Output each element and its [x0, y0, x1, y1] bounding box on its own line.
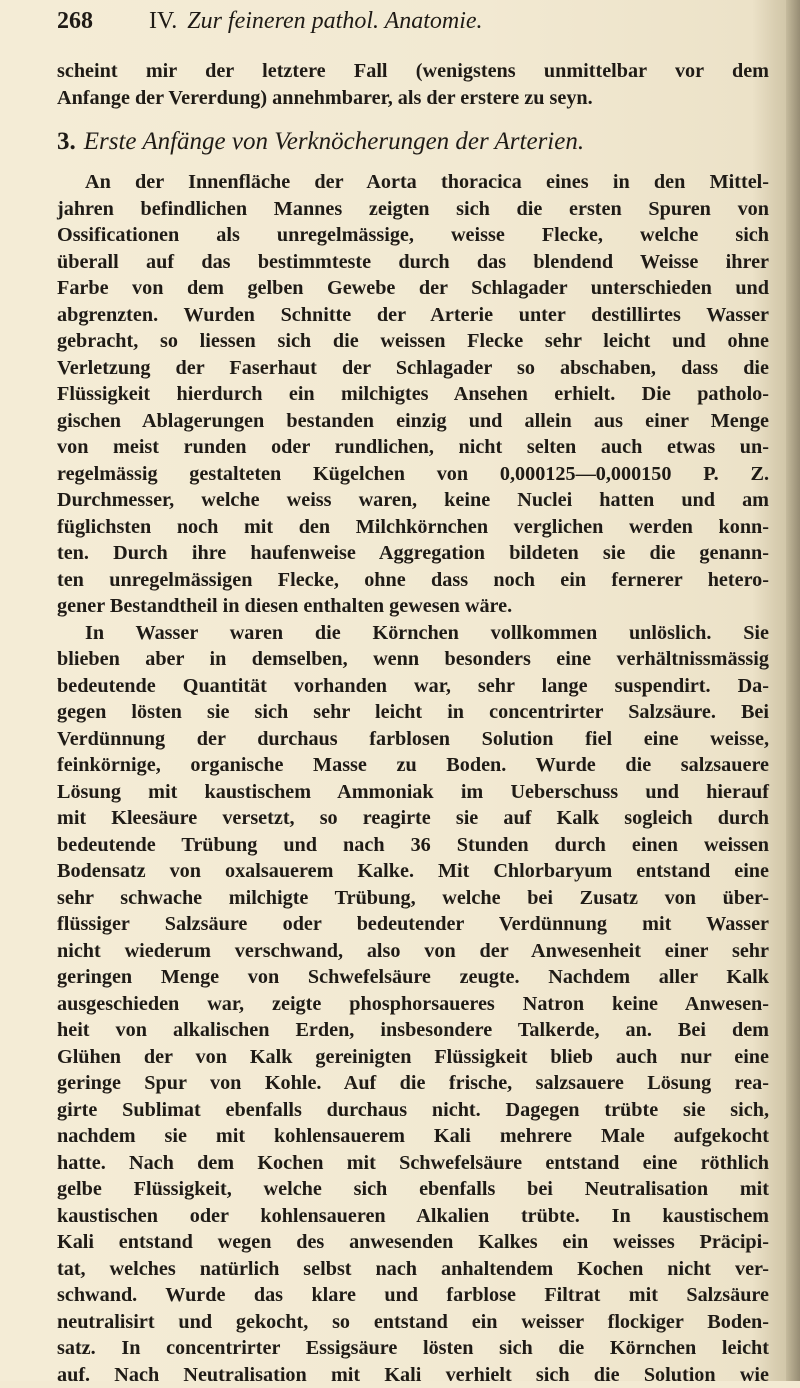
text-line: gener Bestandtheil in diesen enthalten gewesen wäre.: [57, 593, 769, 620]
text-line: In Wasser waren die Körnchen vollkommen unlöslich. Sie: [57, 620, 769, 647]
text-line: hatte. Nach dem Kochen mit Schwefelsäure entstand eine röthlich: [57, 1150, 769, 1177]
text-line: auf. Nach Neutralisation mit Kali verhielt sich die Solution wie: [57, 1362, 769, 1388]
text-line: ten. Durch ihre haufenweise Aggregation bildeten sie die genann-: [57, 540, 769, 567]
text-line: ten unregelmässigen Flecke, ohne dass noch ein fernerer hetero-: [57, 567, 769, 594]
text-line: satz. In concentrirter Essigsäure lösten sich die Körnchen leicht: [57, 1335, 769, 1362]
text-line: nicht wiederum verschwand, also von der Anwesenheit einer sehr: [57, 938, 769, 965]
text-line: bedeutende Trübung und nach 36 Stunden durch einen weissen: [57, 832, 769, 859]
chapter-number: IV.: [149, 8, 177, 34]
text-line: geringe Spur von Kohle. Auf die frische, salzsauere Lösung rea-: [57, 1070, 769, 1097]
text-line: Bodensatz von oxalsauerem Kalke. Mit Chlorbaryum entstand eine: [57, 858, 769, 885]
running-title-text: Zur feineren pathol. Anatomie.: [187, 8, 482, 34]
text-line: kaustischen oder kohlensaueren Alkalien trübte. In kaustischem: [57, 1203, 769, 1230]
text-line: mit Kleesäure versetzt, so reagirte sie auf Kalk sogleich durch: [57, 805, 769, 832]
text-line: regelmässig gestalteten Kügelchen von 0,000125—0,000150 P. Z.: [57, 461, 769, 488]
text-line: Kali entstand wegen des anwesenden Kalkes ein weisses Präcipi-: [57, 1229, 769, 1256]
text-line: bedeutende Quantität vorhanden war, sehr lange suspendirt. Da-: [57, 673, 769, 700]
text-line: gegen lösten sie sich sehr leicht in concentrirter Salzsäure. Bei: [57, 699, 769, 726]
text-line: Durchmesser, welche weiss waren, keine Nuclei hatten und am: [57, 487, 769, 514]
text-line: nachdem sie mit kohlensauerem Kali mehrere Male aufgekocht: [57, 1123, 769, 1150]
page-number: 268: [57, 8, 149, 35]
text-line: füglichsten noch mit den Milchkörnchen verglichen werden konn-: [57, 514, 769, 541]
running-title: [149, 8, 483, 35]
text-line: Anfange der Vererdung) annehmbarer, als der erstere zu seyn.: [57, 85, 769, 112]
text-line: ausgeschieden war, zeigte phosphorsaueres Natron keine Anwesen-: [57, 991, 769, 1018]
text-line: scheint mir der letztere Fall (wenigstens unmittelbar vor dem: [57, 58, 769, 85]
intro-paragraph: [57, 58, 769, 111]
section-number: 3.: [57, 128, 76, 155]
text-line: sehr schwache milchigte Trübung, welche bei Zusatz von über-: [57, 885, 769, 912]
text-line: gischen Ablagerungen bestanden einzig und allein aus einer Menge: [57, 408, 769, 435]
text-line: geringen Menge von Schwefelsäure zeugte. Nachdem aller Kalk: [57, 964, 769, 991]
page-edge-shadow: [786, 0, 800, 1381]
section-heading: [57, 121, 769, 163]
text-line: überall auf das bestimmteste durch das blendend Weisse ihrer: [57, 249, 769, 276]
text-line: Glühen der von Kalk gereinigten Flüssigkeit blieb auch nur eine: [57, 1044, 769, 1071]
running-header: [57, 8, 757, 46]
text-line: blieben aber in demselben, wenn besonders eine verhältnissmässig: [57, 646, 769, 673]
text-line: Verdünnung der durchaus farblosen Solution fiel eine weisse,: [57, 726, 769, 753]
text-line: flüssiger Salzsäure oder bedeutender Verdünnung mit Wasser: [57, 911, 769, 938]
text-line: gebracht, so liessen sich die weissen Flecke sehr leicht und ohne: [57, 328, 769, 355]
paragraph-1: [57, 169, 769, 620]
text-line: girte Sublimat ebenfalls durchaus nicht. Dagegen trübte sie sich,: [57, 1097, 769, 1124]
text-line: Verletzung der Faserhaut der Schlagader so abschaben, dass die: [57, 355, 769, 382]
text-line: gelbe Flüssigkeit, welche sich ebenfalls bei Neutralisation mit: [57, 1176, 769, 1203]
text-line: Flüssigkeit hierdurch ein milchigtes Ansehen erhielt. Die patholo-: [57, 381, 769, 408]
text-line: feinkörnige, organische Masse zu Boden. Wurde die salzsauere: [57, 752, 769, 779]
text-line: heit von alkalischen Erden, insbesondere Talkerde, an. Bei dem: [57, 1017, 769, 1044]
section-title: Erste Anfänge von Verknöcherungen der Arterien.: [84, 128, 584, 155]
text-line: Lösung mit kaustischem Ammoniak im Ueberschuss und hierauf: [57, 779, 769, 806]
paragraph-2: [57, 620, 769, 1388]
text-line: schwand. Wurde das klare und farblose Filtrat mit Salzsäure: [57, 1282, 769, 1309]
body-text: [57, 58, 769, 1388]
text-line: neutralisirt und gekocht, so entstand ein weisser flockiger Boden-: [57, 1309, 769, 1336]
text-line: von meist runden oder rundlichen, nicht selten auch etwas un-: [57, 434, 769, 461]
text-line: Ossificationen als unregelmässige, weisse Flecke, welche sich: [57, 222, 769, 249]
text-line: Farbe von dem gelben Gewebe der Schlagader unterschieden und: [57, 275, 769, 302]
text-line: tat, welches natürlich selbst nach anhaltendem Kochen nicht ver-: [57, 1256, 769, 1283]
text-line: abgrenzten. Wurden Schnitte der Arterie unter destillirtes Wasser: [57, 302, 769, 329]
text-line: An der Innenfläche der Aorta thoracica eines in den Mittel-: [57, 169, 769, 196]
text-line: jahren befindlichen Mannes zeigten sich die ersten Spuren von: [57, 196, 769, 223]
